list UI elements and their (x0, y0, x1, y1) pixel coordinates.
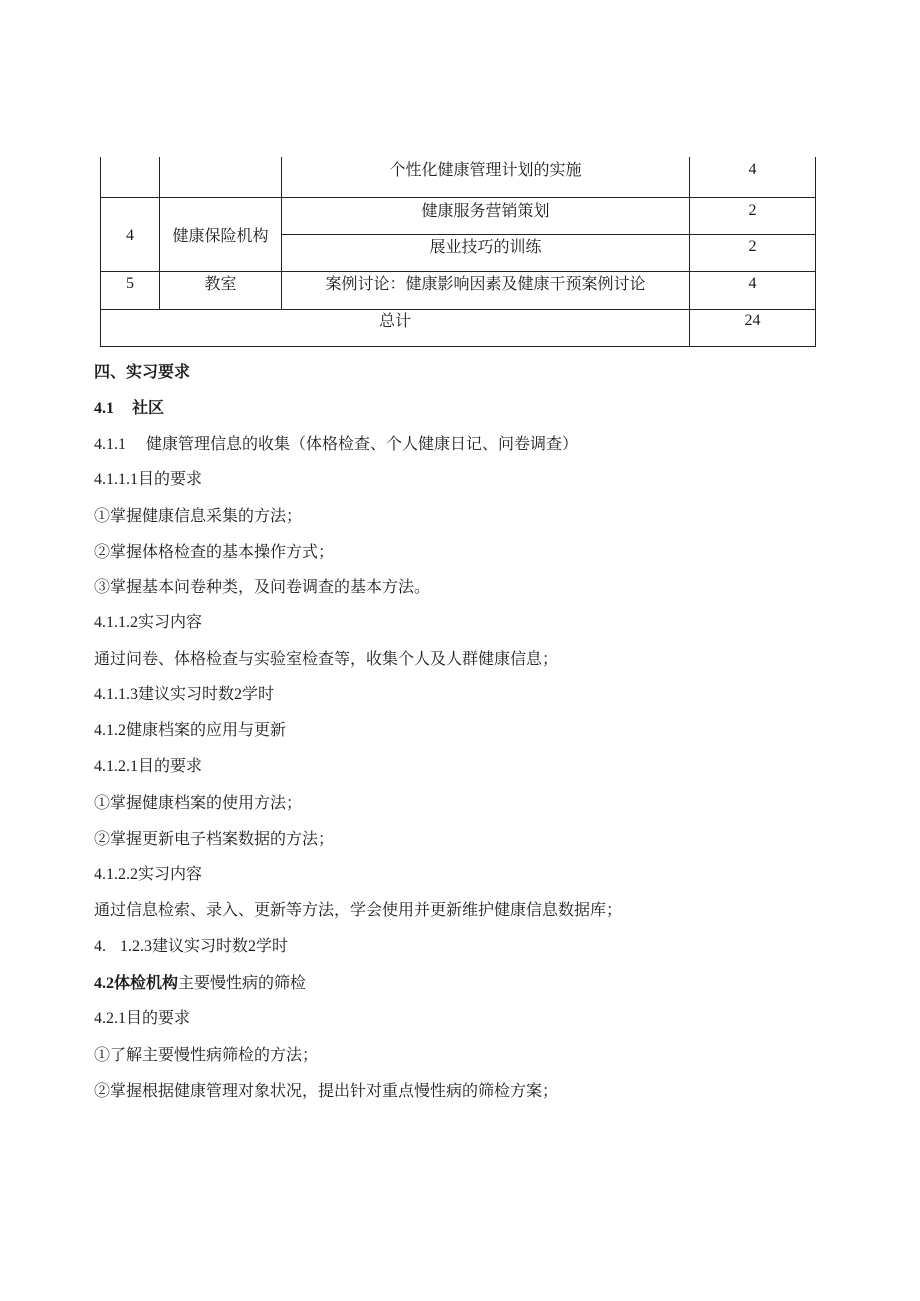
section-4-1-1-1-heading: 4.1.1.1目的要求 (94, 471, 203, 488)
section-4-1-2-3-heading (94, 937, 288, 957)
table-cell-hours: 4 (748, 161, 757, 178)
section-title: 健康管理信息的收集（体格检查、个人健康日记、问卷调查） (146, 434, 579, 453)
section-4-1-1-2-heading: 4.1.1.2实习内容 (94, 614, 203, 631)
table-border-bottom (100, 346, 816, 347)
section-title: 社区 (132, 398, 165, 417)
section-4-1-2-1-heading: 4.1.2.1目的要求 (94, 758, 203, 775)
list-item: ①掌握健康信息采集的方法； (94, 506, 303, 525)
section-number: 4.1 (94, 400, 114, 417)
section-number: 4.1.1 (94, 436, 126, 453)
table-cell-hours: 4 (748, 275, 757, 292)
list-item: ②掌握根据健康管理对象状况，提出针对重点慢性病的筛检方案； (94, 1081, 559, 1100)
paragraph: 通过信息检索、录入、更新等方法，学会使用并更新维护健康信息数据库； (94, 900, 623, 919)
table-cell-content: 健康服务营销策划 (421, 201, 550, 220)
section-number-prefix: 4. (94, 938, 106, 955)
table-rule-row4 (100, 309, 816, 310)
list-item: ②掌握更新电子档案数据的方法； (94, 829, 335, 848)
table-cell-content: 展业技巧的训练 (429, 237, 542, 256)
table-rule-row2 (281, 234, 816, 235)
table-rule-row1 (100, 197, 816, 198)
section-title: 1.2.3建议实习时数2学时 (120, 938, 289, 955)
section-4-1-2-heading: 4.1.2健康档案的应用与更新 (94, 722, 287, 739)
table-cell-content: 案例讨论：健康影响因素及健康干预案例讨论 (325, 274, 646, 293)
list-item: ①掌握健康档案的使用方法； (94, 793, 303, 812)
section-4-1-heading (94, 398, 164, 419)
section-4-1-2-2-heading: 4.1.2.2实习内容 (94, 866, 203, 883)
table-border-right (815, 157, 816, 347)
practice-hours-table (100, 157, 816, 347)
table-total-label: 总计 (378, 311, 411, 330)
table-cell-content: 个性化健康管理计划的实施 (389, 160, 582, 179)
table-cell-hours: 2 (748, 202, 757, 219)
section-4-2-heading (94, 973, 306, 994)
table-total-hours: 24 (744, 312, 761, 329)
section-title-bold: 4.2体检机构 (94, 975, 179, 992)
list-item: ①了解主要慢性病筛检的方法； (94, 1045, 319, 1064)
section-4-heading: 四、实习要求 (94, 362, 191, 381)
table-rule-row3 (100, 271, 816, 272)
list-item: ②掌握体格检查的基本操作方式； (94, 542, 335, 561)
table-cell-place: 教室 (204, 274, 237, 293)
section-title-rest: 主要慢性病的筛检 (178, 973, 307, 992)
paragraph: 通过问卷、体格检查与实验室检查等，收集个人及人群健康信息； (94, 649, 559, 668)
table-cell-no: 4 (126, 227, 134, 244)
table-cell-place: 健康保险机构 (172, 226, 269, 245)
section-4-2-1-heading: 4.2.1目的要求 (94, 1010, 191, 1027)
table-cell-no: 5 (126, 275, 134, 292)
section-4-1-1-3-heading: 4.1.1.3建议实习时数2学时 (94, 686, 275, 703)
list-item: ③掌握基本问卷种类，及问卷调查的基本方法。 (94, 577, 431, 596)
section-4-1-1-heading (94, 434, 578, 455)
table-cell-hours: 2 (748, 238, 757, 255)
